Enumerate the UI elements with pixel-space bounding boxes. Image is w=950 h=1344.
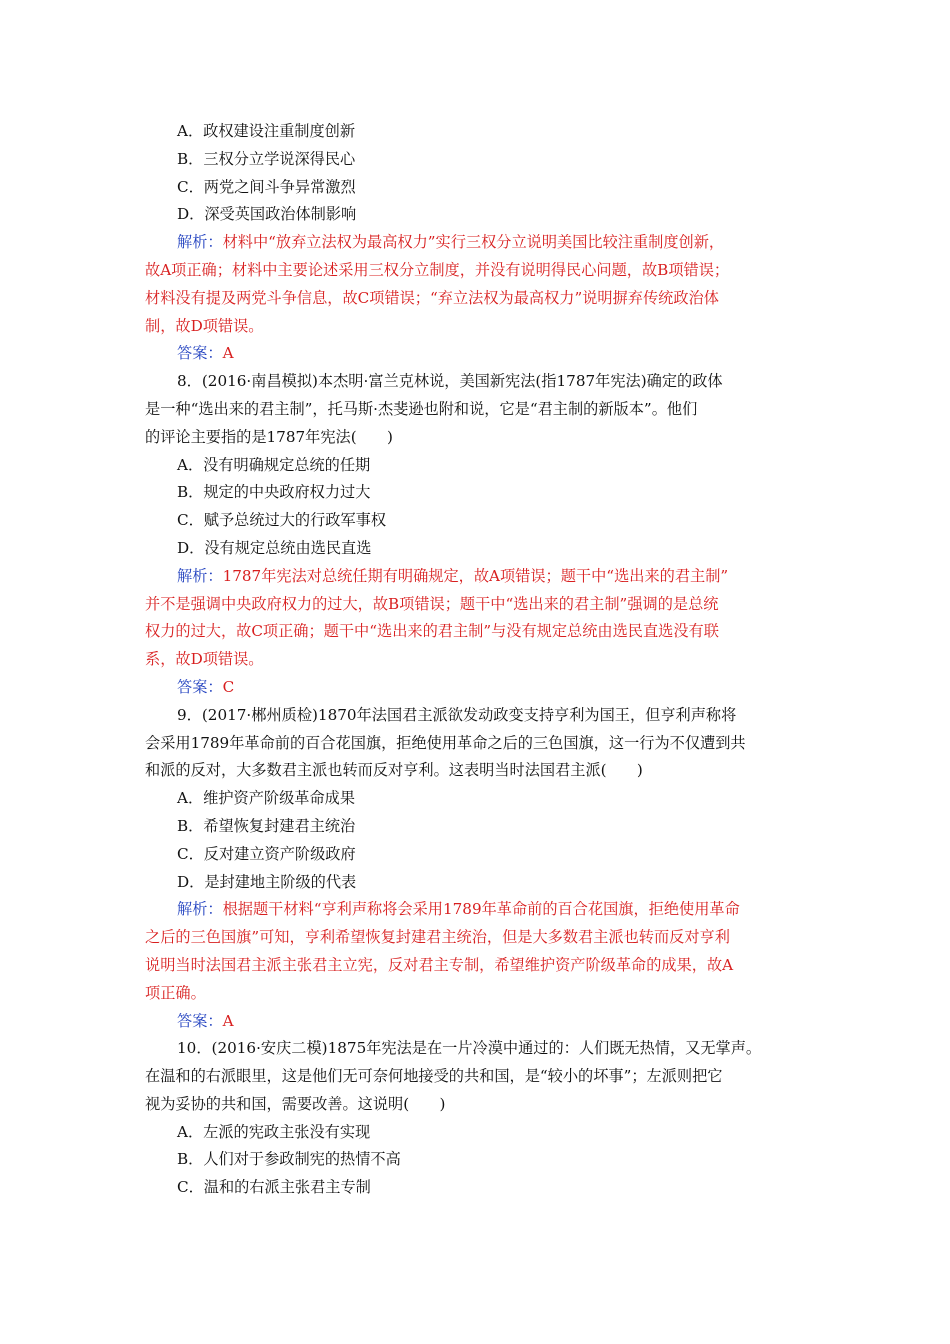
question-stem: 是一种“选出来的君主制”，托马斯·杰斐逊也附和说，它是“君主制的新版本”。他们 [145, 399, 698, 418]
answer-line [145, 674, 810, 702]
question-8 [145, 368, 810, 702]
option-b: B．规定的中央政府权力过大 [177, 483, 371, 502]
analysis-line: 并不是强调中央政府权力的过大，故B项错误；题干中“选出来的君主制”强调的是总统 [145, 594, 719, 613]
question-stem: 在温和的右派眼里，这是他们无可奈何地接受的共和国，是“较小的坏事”；左派则把它 [145, 1067, 723, 1086]
answer-label: 答案： [177, 344, 223, 363]
question-stem: 8．(2016·南昌模拟)本杰明·富兰克林说，美国新宪法(指1787年宪法)确定的政体 [177, 372, 723, 391]
answer-label: 答案： [177, 1011, 223, 1030]
analysis-block [145, 229, 810, 340]
option-b: B．人们对于参政制宪的热情不高 [177, 1150, 401, 1169]
option-b: B．三权分立学说深得民心 [177, 149, 356, 168]
option-d: D．深受英国政治体制影响 [177, 205, 357, 224]
question-stem: 会采用1789年革命前的百合花国旗，拒绝使用革命之后的三色国旗，这一行为不仅遭到共 [145, 733, 746, 752]
analysis-label: 解析： [177, 900, 223, 919]
analysis-line: 解析：根据题干材料“亨利声称将会采用1789年革命前的百合花国旗，拒绝使用革命 [177, 900, 740, 919]
option-c: C．赋予总统过大的行政军事权 [177, 511, 387, 530]
option-b: B．希望恢复封建君主统治 [177, 816, 356, 835]
analysis-line: 项正确。 [145, 983, 206, 1002]
answer-line [145, 1008, 810, 1036]
option-a: A．左派的宪政主张没有实现 [177, 1122, 371, 1141]
option-a: A．维护资产阶级革命成果 [177, 789, 356, 808]
option-d: D．是封建地主阶级的代表 [177, 872, 357, 891]
option-d: D．没有规定总统由选民直选 [177, 538, 372, 557]
question-10 [145, 1035, 810, 1202]
analysis-line: 故A项正确；材料中主要论述采用三权分立制度，并没有说明得民心问题，故B项错误； [145, 260, 730, 279]
option-c: C．两党之间斗争异常激烈 [177, 177, 356, 196]
option-a: A．政权建设注重制度创新 [177, 122, 356, 140]
option-c: C．反对建立资产阶级政府 [177, 844, 356, 863]
answer-value: A [222, 1011, 234, 1030]
analysis-line: 系，故D项错误。 [145, 650, 264, 669]
option-c: C．温和的右派主张君主专制 [177, 1178, 371, 1197]
answer-line [145, 340, 810, 368]
analysis-line: 解析：1787年宪法对总统任期有明确规定，故A项错误；题干中“选出来的君主制” [177, 566, 729, 585]
question-stem: 视为妥协的共和国，需要改善。这说明( ) [145, 1094, 446, 1113]
answer-value: A [222, 344, 234, 363]
question-stem: 10．(2016·安庆二模)1875年宪法是在一片冷漠中通过的：人们既无热情，又无掌声。 [177, 1039, 762, 1058]
analysis-label: 解析： [177, 233, 223, 252]
option-a: A．没有明确规定总统的任期 [177, 455, 371, 474]
question-7 [145, 118, 810, 368]
analysis-block [145, 563, 810, 674]
analysis-label: 解析： [177, 566, 223, 585]
analysis-line: 权力的过大，故C项正确；题干中“选出来的君主制”与没有规定总统由选民直选没有联 [145, 622, 719, 641]
document-content [145, 118, 810, 1202]
analysis-line: 之后的三色国旗”可知，亨利希望恢复封建君主统治，但是大多数君主派也转而反对亨利 [145, 928, 730, 947]
question-stem: 和派的反对，大多数君主派也转而反对亨利。这表明当时法国君主派( ) [145, 761, 643, 780]
answer-value: C [222, 677, 235, 696]
analysis-line: 说明当时法国君主派主张君主立宪，反对君主专制，希望维护资产阶级革命的成果，故A [145, 955, 734, 974]
analysis-line: 解析：材料中“放弃立法权为最高权力”实行三权分立说明美国比较注重制度创新， [177, 233, 725, 252]
analysis-line: 材料没有提及两党斗争信息，故C项错误；“弃立法权为最高权力”说明摒弃传统政治体 [145, 288, 719, 307]
analysis-line: 制，故D项错误。 [145, 316, 264, 335]
question-9 [145, 702, 810, 1036]
answer-label: 答案： [177, 677, 223, 696]
analysis-block [145, 896, 810, 1007]
question-stem: 的评论主要指的是1787年宪法( ) [145, 427, 393, 446]
question-stem: 9．(2017·郴州质检)1870年法国君主派欲发动政变支持亨利为国王，但亨利声称将 [177, 705, 737, 724]
